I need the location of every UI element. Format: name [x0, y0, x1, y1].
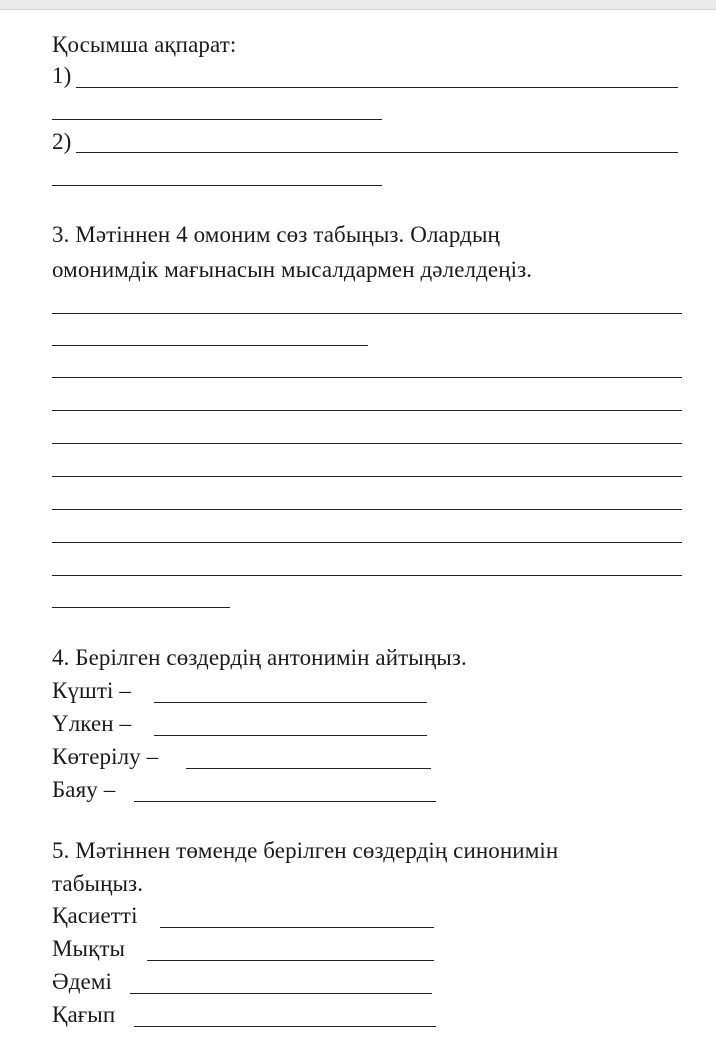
synonym-word-2: Мықты	[52, 936, 126, 961]
answer-line	[52, 542, 682, 543]
additional-info-heading: Қосымша ақпарат:	[52, 32, 237, 57]
question-3-text-cont: омонимдік мағынасын мысалдармен дәлелдеңіз.	[52, 257, 533, 282]
antonym-answer-line-4	[134, 801, 436, 802]
answer-line	[76, 152, 678, 153]
answer-line	[52, 345, 368, 346]
question-4-text: 4. Берілген сөздердің антонимін айтыңыз.	[52, 645, 467, 670]
antonym-answer-line-3	[186, 768, 431, 769]
info-item-1-number: 1)	[52, 63, 72, 88]
antonym-word-1: Күшті –	[52, 678, 131, 703]
synonym-word-3: Әдемі	[52, 969, 112, 994]
answer-line	[52, 607, 230, 608]
answer-line	[52, 313, 682, 314]
question-5-text: 5. Мәтіннен төменде берілген сөздердің синонимін	[52, 838, 559, 863]
antonym-answer-line-1	[154, 702, 427, 703]
answer-line	[52, 185, 382, 186]
question-3-text: 3. Мәтіннен 4 омоним сөз табыңыз. Олардың	[52, 222, 500, 247]
answer-line	[52, 119, 382, 120]
answer-line	[52, 575, 682, 576]
synonym-answer-line-3	[130, 993, 432, 994]
answer-line	[52, 476, 682, 477]
answer-line	[52, 410, 682, 411]
answer-line	[76, 87, 678, 88]
window-top-bar	[0, 0, 716, 10]
info-item-2-number: 2)	[52, 129, 72, 154]
answer-line	[52, 509, 682, 510]
antonym-answer-line-2	[154, 735, 427, 736]
question-5-text-cont: табыңыз.	[52, 871, 144, 896]
synonym-answer-line-2	[147, 960, 434, 961]
antonym-word-3: Көтерілу –	[52, 744, 159, 769]
synonym-word-4: Қағып	[52, 1002, 116, 1027]
answer-line	[52, 443, 682, 444]
antonym-word-2: Үлкен –	[52, 711, 132, 736]
synonym-word-1: Қасиетті	[52, 903, 138, 928]
synonym-answer-line-4	[134, 1026, 436, 1027]
synonym-answer-line-1	[160, 927, 434, 928]
antonym-word-4: Баяу –	[52, 777, 116, 802]
answer-line	[52, 377, 682, 378]
